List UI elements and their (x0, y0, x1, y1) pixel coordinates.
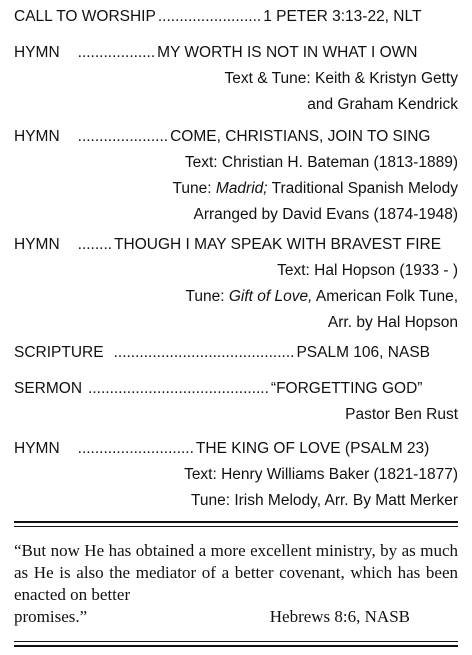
order-item-call-to-worship (14, 4, 458, 30)
scripture-quote (14, 540, 458, 628)
order-label: SERMON (14, 380, 83, 397)
order-line (14, 436, 458, 462)
order-label: HYMN (14, 128, 60, 145)
dot-leader: ........................ (157, 8, 262, 25)
order-item-hymn-2 (14, 124, 458, 228)
divider-thin-bottom (14, 641, 458, 642)
order-line (14, 4, 458, 30)
preacher-name: Pastor Ben Rust (345, 406, 458, 423)
order-item-sermon (14, 376, 458, 428)
dot-leader: .......................................... (88, 380, 269, 397)
quote-last-line (14, 606, 458, 628)
hymn-credit-tune: Tune: Gift of Love, American Folk Tune, (185, 288, 458, 305)
order-title: PSALM 106, NASB (296, 344, 430, 361)
order-item-hymn-3 (14, 232, 458, 336)
hymn-credit-text: Text: Hal Hopson (1933 - ) (277, 262, 458, 279)
quote-text-end: promises.” (14, 607, 88, 626)
order-title: THE KING OF LOVE (PSALM 23) (195, 440, 430, 457)
hymn-credit-arrangement: Arr. by Hal Hopson (327, 314, 458, 331)
quote-text: “But now He has obtained a more excellent ministry, by as much as He is also the mediator of a better covenant, which has been enacted on better (14, 541, 458, 604)
order-item-hymn-1 (14, 40, 458, 118)
dot-leader: .......................................... (113, 344, 295, 361)
order-title: THOUGH I MAY SPEAK WITH BRAVEST FIRE (114, 236, 442, 253)
order-title: MY WORTH IS NOT IN WHAT I OWN (157, 44, 418, 61)
order-label: HYMN (14, 440, 60, 457)
dot-leader: ........ (77, 236, 113, 253)
order-item-hymn-4 (14, 436, 458, 514)
hymn-credit: Text: Henry Williams Baker (1821-1877) (184, 466, 458, 483)
divider-thick (14, 521, 458, 523)
hymn-credit: Text & Tune: Keith & Kristyn Getty (224, 70, 458, 87)
dot-leader: ..................... (77, 128, 169, 145)
divider-thick-bottom (14, 645, 458, 647)
hymn-credit-tune: Tune: Madrid; Traditional Spanish Melody (172, 180, 458, 197)
hymn-credit: and Graham Kendrick (307, 96, 458, 113)
dot-leader: .................. (77, 44, 156, 61)
order-title: 1 PETER 3:13-22, NLT (263, 8, 422, 25)
order-line (14, 376, 458, 402)
order-line (14, 124, 458, 150)
order-line (14, 340, 458, 366)
order-label: HYMN (14, 236, 60, 253)
dot-leader: ........................... (77, 440, 194, 457)
order-label: SCRIPTURE (14, 344, 104, 361)
divider-thin (14, 526, 458, 527)
order-title: COME, CHRISTIANS, JOIN TO SING (170, 128, 431, 145)
quote-reference: Hebrews 8:6, NASB (269, 607, 410, 626)
hymn-credit-arrangement: Arranged by David Evans (1874-1948) (193, 206, 458, 223)
hymn-credit: Tune: Irish Melody, Arr. By Matt Merker (190, 492, 458, 509)
order-title: “FORGETTING GOD” (270, 380, 423, 397)
order-line (14, 40, 458, 66)
hymn-credit-text: Text: Christian H. Bateman (1813-1889) (184, 154, 458, 171)
order-label: CALL TO WORSHIP (14, 8, 156, 25)
order-label: HYMN (14, 44, 60, 61)
order-line (14, 232, 458, 258)
order-item-scripture (14, 340, 458, 366)
